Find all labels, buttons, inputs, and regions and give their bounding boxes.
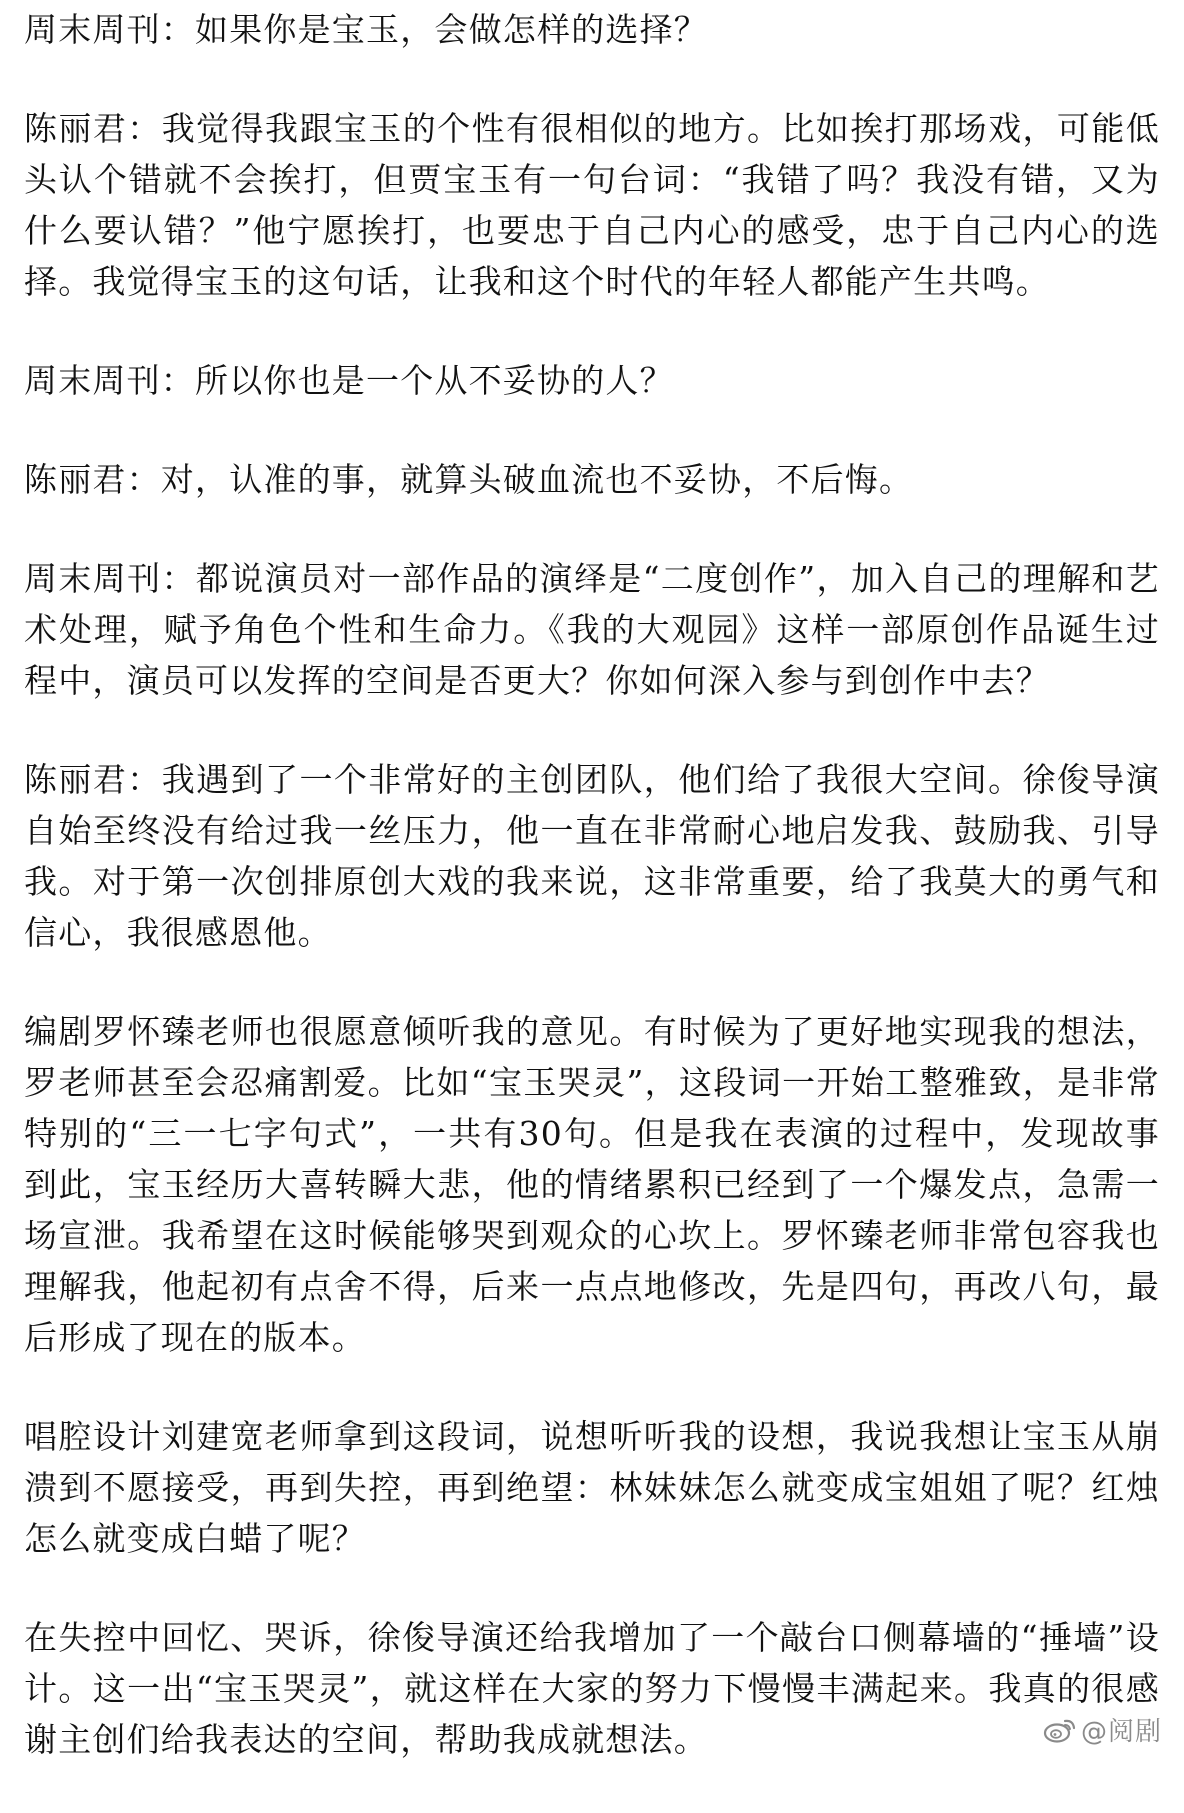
paragraph-vocal-design: 唱腔设计刘建宽老师拿到这段词，说想听听我的设想，我说我想让宝玉从崩溃到不愿接受，再到失控，再到绝望：林妹妹怎么就变成宝姐姐了呢？红烛怎么就变成白蜡了呢？ xyxy=(24,1417,1160,1558)
paragraph-answer-team: 陈丽君：我遇到了一个非常好的主创团队，他们给了我很大空间。徐俊导演自始至终没有给过我一丝压力，他一直在非常耐心地启发我、鼓励我、引导我。对于第一次创排原创大戏的我来说，这非常重要，给了我莫大的勇气和信心，我很感恩他。 xyxy=(24,760,1160,952)
article-body xyxy=(24,4,1160,1813)
paragraph-question-creation: 周末周刊：都说演员对一部作品的演绎是“二度创作”，加入自己的理解和艺术处理，赋予角色个性和生命力。《我的大观园》这样一部原创作品诞生过程中，演员可以发挥的空间是否更大？你如何深入参与到创作中去？ xyxy=(24,559,1160,700)
paragraph-answer-similarity: 陈丽君：我觉得我跟宝玉的个性有很相似的地方。比如挨打那场戏，可能低头认个错就不会挨打，但贾宝玉有一句台词：“我错了吗？我没有错，又为什么要认错？”他宁愿挨打，也要忠于自己内心的感受，忠于自己内心的选择。我觉得宝玉的这句话，让我和这个时代的年轻人都能产生共鸣。 xyxy=(24,109,1160,301)
paragraph-question-compromise: 周末周刊：所以你也是一个从不妥协的人？ xyxy=(24,361,674,400)
watermark-text: @阅剧 xyxy=(1080,1717,1162,1747)
paragraph-screenwriter: 编剧罗怀臻老师也很愿意倾听我的意见。有时候为了更好地实现我的想法，罗老师甚至会忍痛割爱。比如“宝玉哭灵”，这段词一开始工整雅致，是非常特别的“三一七字句式”，一共有30句。但是我在表演的过程中，发现故事到此，宝玉经历大喜转瞬大悲，他的情绪累积已经到了一个爆发点，急需一场宣泄。我希望在这时候能够哭到观众的心坎上。罗怀臻老师非常包容我也理解我，他起初有点舍不得，后来一点点地修改，先是四句，再改八句，最后形成了现在的版本。 xyxy=(24,1012,1160,1357)
weibo-icon xyxy=(1043,1716,1077,1744)
paragraph-answer-no-compromise: 陈丽君：对，认准的事，就算头破血流也不妥协，不后悔。 xyxy=(24,460,914,499)
paragraph-question-choice: 周末周刊：如果你是宝玉，会做怎样的选择？ xyxy=(24,10,708,49)
weibo-watermark xyxy=(1043,1711,1162,1748)
paragraph-wall-design: 在失控中回忆、哭诉，徐俊导演还给我增加了一个敲台口侧幕墙的“捶墙”设计。这一出“宝玉哭灵”，就这样在大家的努力下慢慢丰满起来。我真的很感谢主创们给我表达的空间，帮助我成就想法。 xyxy=(24,1618,1160,1759)
